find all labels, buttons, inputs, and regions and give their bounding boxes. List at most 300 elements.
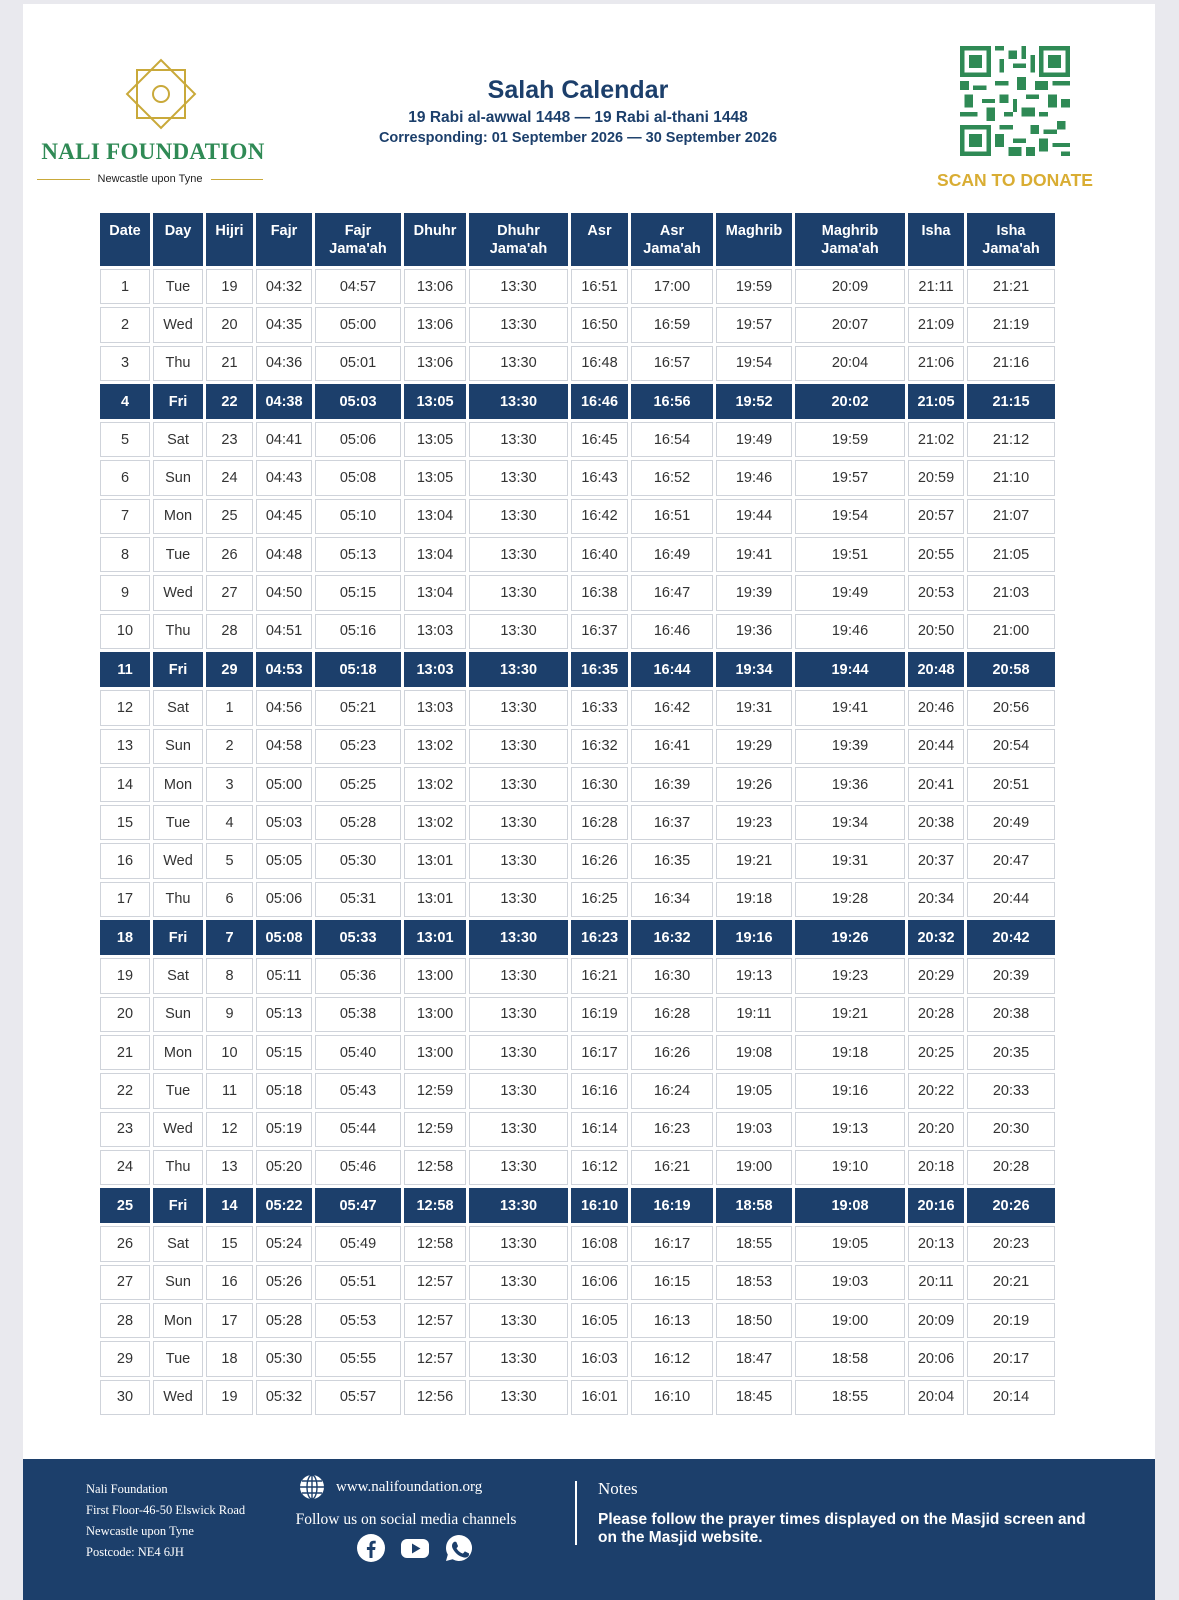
table-cell: 13:03 xyxy=(404,614,466,649)
table-cell: 20:44 xyxy=(908,729,964,764)
table-cell: 20:18 xyxy=(908,1150,964,1185)
table-cell: 05:16 xyxy=(315,614,401,649)
table-cell: 16:43 xyxy=(571,460,628,495)
table-cell: 16:39 xyxy=(631,767,713,802)
table-cell: 16:38 xyxy=(571,575,628,610)
table-cell: 19:57 xyxy=(795,460,905,495)
table-cell: 18:53 xyxy=(716,1265,792,1300)
table-cell: 19:49 xyxy=(716,422,792,457)
table-cell: 16:16 xyxy=(571,1073,628,1108)
address-line: First Floor-46-50 Elswick Road xyxy=(86,1503,246,1517)
table-cell: 13:30 xyxy=(469,346,568,381)
table-row xyxy=(100,767,1055,802)
table-cell: 16:40 xyxy=(571,537,628,572)
table-cell: 27 xyxy=(100,1265,150,1300)
table-cell: 16:19 xyxy=(571,997,628,1032)
website-row[interactable] xyxy=(298,1473,482,1501)
table-cell: 10 xyxy=(100,614,150,649)
table-cell: 13:30 xyxy=(469,1380,568,1415)
table-cell: 20:53 xyxy=(908,575,964,610)
table-cell: Wed xyxy=(153,575,203,610)
table-cell: 19:03 xyxy=(716,1112,792,1147)
table-cell: 12:59 xyxy=(404,1073,466,1108)
table-cell: 04:53 xyxy=(256,652,312,687)
table-cell: 20:26 xyxy=(967,1188,1055,1223)
table-cell: Sun xyxy=(153,997,203,1032)
table-cell: 8 xyxy=(206,958,253,993)
table-cell: 21:07 xyxy=(967,499,1055,534)
table-cell: 05:43 xyxy=(315,1073,401,1108)
table-cell: 16:42 xyxy=(631,690,713,725)
table-cell: 05:05 xyxy=(256,843,312,878)
table-cell: 20:23 xyxy=(967,1226,1055,1261)
table-row xyxy=(100,997,1055,1032)
table-cell: 20:35 xyxy=(967,1035,1055,1070)
table-cell: 20:28 xyxy=(967,1150,1055,1185)
table-cell: 13:01 xyxy=(404,920,466,955)
table-cell: 21:15 xyxy=(967,384,1055,419)
table-cell: 6 xyxy=(100,460,150,495)
table-cell: 13:30 xyxy=(469,1035,568,1070)
table-cell: 20:25 xyxy=(908,1035,964,1070)
table-cell: 23 xyxy=(206,422,253,457)
table-cell: 04:56 xyxy=(256,690,312,725)
table-cell: 20:09 xyxy=(795,269,905,304)
calendar-page xyxy=(23,4,1155,1600)
table-cell: 20:17 xyxy=(967,1341,1055,1376)
table-cell: 05:18 xyxy=(256,1073,312,1108)
table-cell: 05:30 xyxy=(315,843,401,878)
table-cell: 20:38 xyxy=(967,997,1055,1032)
table-cell: 13:30 xyxy=(469,882,568,917)
table-cell: 19:34 xyxy=(716,652,792,687)
table-cell: 13:30 xyxy=(469,1341,568,1376)
table-cell: 17 xyxy=(100,882,150,917)
table-cell: 26 xyxy=(100,1226,150,1261)
table-header-row xyxy=(100,213,1055,266)
table-cell: Wed xyxy=(153,307,203,342)
table-cell: 16:24 xyxy=(631,1073,713,1108)
table-cell: 18 xyxy=(100,920,150,955)
table-cell: 16:45 xyxy=(571,422,628,457)
table-cell: 05:30 xyxy=(256,1341,312,1376)
table-row xyxy=(100,384,1055,419)
table-cell: 11 xyxy=(206,1073,253,1108)
table-cell: 19:26 xyxy=(795,920,905,955)
table-cell: 16:10 xyxy=(631,1380,713,1415)
table-cell: 20:42 xyxy=(967,920,1055,955)
column-header: Isha Jama'ah xyxy=(967,213,1055,266)
table-row xyxy=(100,422,1055,457)
table-row xyxy=(100,1380,1055,1415)
table-cell: 19:54 xyxy=(716,346,792,381)
table-row xyxy=(100,690,1055,725)
table-cell: 10 xyxy=(206,1035,253,1070)
table-cell: 13:01 xyxy=(404,843,466,878)
table-cell: 15 xyxy=(206,1226,253,1261)
table-cell: 22 xyxy=(100,1073,150,1108)
table-cell: Tue xyxy=(153,269,203,304)
table-cell: 16:17 xyxy=(571,1035,628,1070)
table-cell: 04:38 xyxy=(256,384,312,419)
table-cell: 16:50 xyxy=(571,307,628,342)
column-header: Day xyxy=(153,213,203,266)
table-cell: 16:26 xyxy=(631,1035,713,1070)
table-cell: 04:45 xyxy=(256,499,312,534)
org-city-row xyxy=(37,170,263,188)
table-cell: 21 xyxy=(100,1035,150,1070)
table-cell: 20:46 xyxy=(908,690,964,725)
table-cell: 13:00 xyxy=(404,997,466,1032)
table-cell: 19:05 xyxy=(716,1073,792,1108)
table-cell: Sun xyxy=(153,729,203,764)
table-cell: 16:37 xyxy=(571,614,628,649)
facebook-icon[interactable] xyxy=(356,1533,386,1563)
table-cell: 20:28 xyxy=(908,997,964,1032)
table-cell: 16:46 xyxy=(631,614,713,649)
table-cell: 13:30 xyxy=(469,767,568,802)
table-cell: 20:48 xyxy=(908,652,964,687)
table-cell: 8 xyxy=(100,537,150,572)
table-cell: 05:11 xyxy=(256,958,312,993)
prayer-times-table xyxy=(97,210,1058,1418)
table-cell: 19 xyxy=(100,958,150,993)
table-cell: 21:02 xyxy=(908,422,964,457)
table-cell: 16:30 xyxy=(571,767,628,802)
table-cell: 05:00 xyxy=(315,307,401,342)
table-cell: 16:32 xyxy=(631,920,713,955)
table-cell: 05:40 xyxy=(315,1035,401,1070)
table-cell: 13:30 xyxy=(469,614,568,649)
table-cell: 04:43 xyxy=(256,460,312,495)
table-cell: 05:01 xyxy=(315,346,401,381)
table-cell: 05:03 xyxy=(315,384,401,419)
table-cell: 13:30 xyxy=(469,920,568,955)
table-cell: 21:12 xyxy=(967,422,1055,457)
column-header: Isha xyxy=(908,213,964,266)
table-cell: 20:13 xyxy=(908,1226,964,1261)
table-cell: 16:17 xyxy=(631,1226,713,1261)
table-cell: 19:31 xyxy=(716,690,792,725)
table-cell: 16:44 xyxy=(631,652,713,687)
table-cell: 3 xyxy=(206,767,253,802)
address-line: Nali Foundation xyxy=(86,1482,168,1496)
table-cell: 04:41 xyxy=(256,422,312,457)
table-cell: 19:16 xyxy=(716,920,792,955)
table-cell: Thu xyxy=(153,1150,203,1185)
table-cell: 21:03 xyxy=(967,575,1055,610)
table-row xyxy=(100,805,1055,840)
table-cell: 12 xyxy=(206,1112,253,1147)
table-cell: 21:21 xyxy=(967,269,1055,304)
table-cell: 19:13 xyxy=(795,1112,905,1147)
table-cell: 05:10 xyxy=(315,499,401,534)
whatsapp-icon[interactable] xyxy=(444,1533,474,1563)
table-cell: 13:00 xyxy=(404,958,466,993)
table-cell: 20:58 xyxy=(967,652,1055,687)
table-cell: 24 xyxy=(100,1150,150,1185)
table-cell: 13:30 xyxy=(469,537,568,572)
table-cell: 16:41 xyxy=(631,729,713,764)
table-cell: 16:12 xyxy=(571,1150,628,1185)
table-cell: 13:05 xyxy=(404,422,466,457)
table-cell: 19:11 xyxy=(716,997,792,1032)
footer xyxy=(23,1459,1155,1600)
table-cell: 16:51 xyxy=(571,269,628,304)
table-cell: 30 xyxy=(100,1380,150,1415)
column-header: Date xyxy=(100,213,150,266)
table-cell: 15 xyxy=(100,805,150,840)
youtube-icon[interactable] xyxy=(400,1533,430,1563)
table-cell: 19:21 xyxy=(716,843,792,878)
table-cell: 19:39 xyxy=(716,575,792,610)
table-cell: 21:00 xyxy=(967,614,1055,649)
table-cell: 21 xyxy=(206,346,253,381)
table-cell: 13:30 xyxy=(469,1112,568,1147)
table-cell: 20:50 xyxy=(908,614,964,649)
table-cell: 04:48 xyxy=(256,537,312,572)
table-cell: 20:20 xyxy=(908,1112,964,1147)
table-cell: 13:30 xyxy=(469,805,568,840)
table-cell: 23 xyxy=(100,1112,150,1147)
table-row xyxy=(100,729,1055,764)
table-cell: 13:30 xyxy=(469,307,568,342)
table-cell: 05:44 xyxy=(315,1112,401,1147)
table-cell: 16:47 xyxy=(631,575,713,610)
table-cell: Thu xyxy=(153,614,203,649)
table-row xyxy=(100,614,1055,649)
column-header: Maghrib Jama'ah xyxy=(795,213,905,266)
table-cell: 19:44 xyxy=(795,652,905,687)
table-cell: 05:08 xyxy=(315,460,401,495)
table-cell: 12:57 xyxy=(404,1341,466,1376)
column-header: Fajr Jama'ah xyxy=(315,213,401,266)
org-name: NALI FOUNDATION xyxy=(41,139,265,164)
table-cell: Wed xyxy=(153,843,203,878)
table-cell: 19:51 xyxy=(795,537,905,572)
table-row xyxy=(100,1303,1055,1338)
table-row xyxy=(100,1150,1055,1185)
table-cell: 13:30 xyxy=(469,843,568,878)
table-row xyxy=(100,269,1055,304)
table-cell: 16:49 xyxy=(631,537,713,572)
table-cell: 19:39 xyxy=(795,729,905,764)
table-cell: 20:54 xyxy=(967,729,1055,764)
table-cell: 05:25 xyxy=(315,767,401,802)
table-cell: 16:06 xyxy=(571,1265,628,1300)
table-cell: 13:30 xyxy=(469,1188,568,1223)
table-cell: 13 xyxy=(100,729,150,764)
table-row xyxy=(100,958,1055,993)
table-cell: 16:28 xyxy=(631,997,713,1032)
table-cell: 05:36 xyxy=(315,958,401,993)
table-cell: 9 xyxy=(206,997,253,1032)
table-cell: 13 xyxy=(206,1150,253,1185)
table-cell: 19:18 xyxy=(716,882,792,917)
table-row xyxy=(100,652,1055,687)
table-row xyxy=(100,499,1055,534)
table-cell: 20:32 xyxy=(908,920,964,955)
table-cell: 18:55 xyxy=(795,1380,905,1415)
gregorian-range: Corresponding: 01 September 2026 — 30 September 2026 xyxy=(378,130,778,146)
table-cell: 16:15 xyxy=(631,1265,713,1300)
table-cell: 05:28 xyxy=(315,805,401,840)
table-cell: 16:59 xyxy=(631,307,713,342)
table-cell: 19:34 xyxy=(795,805,905,840)
table-cell: 20:11 xyxy=(908,1265,964,1300)
table-cell: 16:14 xyxy=(571,1112,628,1147)
table-cell: 9 xyxy=(100,575,150,610)
table-cell: 19:49 xyxy=(795,575,905,610)
table-cell: 16 xyxy=(100,843,150,878)
table-cell: 19:36 xyxy=(795,767,905,802)
table-cell: 13:05 xyxy=(404,460,466,495)
table-cell: 29 xyxy=(100,1341,150,1376)
table-cell: 05:51 xyxy=(315,1265,401,1300)
table-body xyxy=(100,269,1055,1415)
table-cell: 16:52 xyxy=(631,460,713,495)
table-cell: 20:19 xyxy=(967,1303,1055,1338)
table-cell: 19:44 xyxy=(716,499,792,534)
table-cell: 19:46 xyxy=(795,614,905,649)
table-cell: 11 xyxy=(100,652,150,687)
table-cell: 28 xyxy=(100,1303,150,1338)
table-cell: 7 xyxy=(100,499,150,534)
table-cell: 20:14 xyxy=(967,1380,1055,1415)
table-cell: 13:06 xyxy=(404,269,466,304)
table-cell: 13:06 xyxy=(404,346,466,381)
table-cell: 16:35 xyxy=(631,843,713,878)
table-cell: 13:30 xyxy=(469,1265,568,1300)
follow-text: Follow us on social media channels xyxy=(295,1511,517,1528)
table-cell: 13:30 xyxy=(469,652,568,687)
table-cell: 20:38 xyxy=(908,805,964,840)
table-cell: 13:01 xyxy=(404,882,466,917)
table-cell: 13:04 xyxy=(404,575,466,610)
table-cell: 14 xyxy=(100,767,150,802)
page-title: Salah Calendar xyxy=(487,76,669,104)
table-cell: 13:30 xyxy=(469,997,568,1032)
table-cell: 13:30 xyxy=(469,1150,568,1185)
table-row xyxy=(100,1341,1055,1376)
table-cell: 14 xyxy=(206,1188,253,1223)
table-cell: 19:59 xyxy=(795,422,905,457)
website-link[interactable]: www.nalifoundation.org xyxy=(336,1478,483,1495)
table-cell: Sat xyxy=(153,422,203,457)
table-cell: 21:10 xyxy=(967,460,1055,495)
table-cell: 16:56 xyxy=(631,384,713,419)
table-cell: 13:30 xyxy=(469,422,568,457)
table-cell: 13:30 xyxy=(469,1226,568,1261)
table-cell: 19:10 xyxy=(795,1150,905,1185)
table-cell: 25 xyxy=(206,499,253,534)
table-cell: 05:13 xyxy=(256,997,312,1032)
table-cell: 20:56 xyxy=(967,690,1055,725)
table-cell: 18 xyxy=(206,1341,253,1376)
table-cell: 20 xyxy=(100,997,150,1032)
table-cell: 05:21 xyxy=(315,690,401,725)
table-cell: 20:04 xyxy=(795,346,905,381)
table-cell: 19:08 xyxy=(716,1035,792,1070)
table-cell: Thu xyxy=(153,882,203,917)
table-cell: 16:26 xyxy=(571,843,628,878)
table-cell: 19:03 xyxy=(795,1265,905,1300)
table-cell: 16:21 xyxy=(571,958,628,993)
table-cell: 05:47 xyxy=(315,1188,401,1223)
table-row xyxy=(100,1035,1055,1070)
table-cell: 13:30 xyxy=(469,269,568,304)
table-cell: 13:05 xyxy=(404,384,466,419)
table-cell: 21:11 xyxy=(908,269,964,304)
qr-code-icon[interactable] xyxy=(960,46,1070,156)
table-cell: 05:32 xyxy=(256,1380,312,1415)
table-cell: Tue xyxy=(153,1073,203,1108)
table-cell: 20:47 xyxy=(967,843,1055,878)
table-cell: 13:03 xyxy=(404,652,466,687)
table-cell: 16:21 xyxy=(631,1150,713,1185)
table-row xyxy=(100,920,1055,955)
table-cell: 19:36 xyxy=(716,614,792,649)
table-cell: 19:29 xyxy=(716,729,792,764)
table-cell: 20:29 xyxy=(908,958,964,993)
table-cell: 20:51 xyxy=(967,767,1055,802)
table-cell: 05:15 xyxy=(315,575,401,610)
table-cell: Tue xyxy=(153,805,203,840)
table-cell: 5 xyxy=(100,422,150,457)
table-cell: 13:30 xyxy=(469,499,568,534)
table-cell: 18:58 xyxy=(716,1188,792,1223)
table-cell: Thu xyxy=(153,346,203,381)
table-cell: 28 xyxy=(206,614,253,649)
table-cell: 05:46 xyxy=(315,1150,401,1185)
table-cell: 19:52 xyxy=(716,384,792,419)
address-block xyxy=(86,1479,245,1563)
table-row xyxy=(100,1226,1055,1261)
table-cell: 20:44 xyxy=(967,882,1055,917)
table-cell: 19:41 xyxy=(716,537,792,572)
table-cell: 04:50 xyxy=(256,575,312,610)
table-cell: 25 xyxy=(100,1188,150,1223)
table-cell: 19:41 xyxy=(795,690,905,725)
table-cell: 12:58 xyxy=(404,1226,466,1261)
table-cell: 04:57 xyxy=(315,269,401,304)
table-cell: Wed xyxy=(153,1112,203,1147)
table-cell: 05:03 xyxy=(256,805,312,840)
table-cell: 05:26 xyxy=(256,1265,312,1300)
table-cell: 20:55 xyxy=(908,537,964,572)
table-cell: 05:00 xyxy=(256,767,312,802)
table-cell: Fri xyxy=(153,1188,203,1223)
table-row xyxy=(100,882,1055,917)
table-cell: Tue xyxy=(153,1341,203,1376)
table-cell: 19:05 xyxy=(795,1226,905,1261)
table-cell: 29 xyxy=(206,652,253,687)
table-cell: 13:03 xyxy=(404,690,466,725)
table-cell: 16:01 xyxy=(571,1380,628,1415)
table-cell: 05:24 xyxy=(256,1226,312,1261)
table-cell: 05:38 xyxy=(315,997,401,1032)
table-cell: 04:51 xyxy=(256,614,312,649)
column-header: Hijri xyxy=(206,213,253,266)
table-cell: 20:07 xyxy=(795,307,905,342)
table-cell: 16:19 xyxy=(631,1188,713,1223)
table-cell: Fri xyxy=(153,920,203,955)
table-row xyxy=(100,1188,1055,1223)
table-cell: 05:31 xyxy=(315,882,401,917)
footer-divider xyxy=(575,1481,577,1545)
table-cell: 21:05 xyxy=(967,537,1055,572)
table-cell: 05:57 xyxy=(315,1380,401,1415)
